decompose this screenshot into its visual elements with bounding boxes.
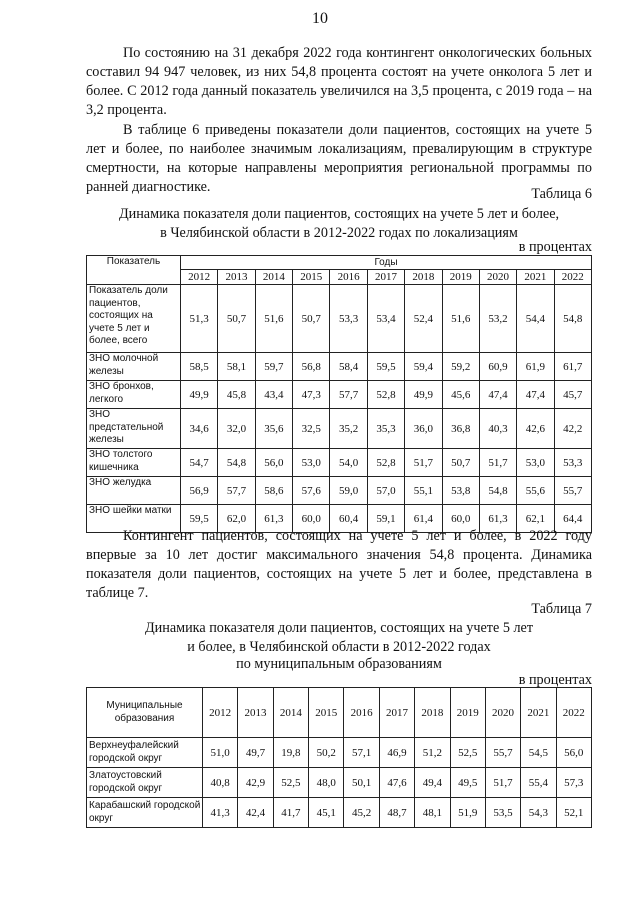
table-row [87,353,592,381]
table7-title-line1: Динамика показателя доли пациентов, состоящих на учете 5 лет [144,620,534,636]
table-cell: 51,7 [479,449,516,477]
table-cell: 46,9 [379,738,414,768]
table-cell: 53,4 [367,285,404,353]
table-cell: 51,7 [485,768,520,798]
table-row [87,768,592,798]
table-cell: 45,6 [442,381,479,409]
table-cell: 35,2 [330,409,367,449]
table-cell: 53,3 [330,285,367,353]
table-cell: 49,9 [405,381,442,409]
table-cell: 52,8 [367,449,404,477]
table-cell: 57,7 [330,381,367,409]
table-cell: 53,5 [485,798,520,828]
table-cell: 60,0 [442,505,479,533]
paragraph-contingent: По состоянию на 31 декабря 2022 года контингент онкологических больных составил 94 947 человек, из них 54,8 процента состоят на учете онколога 5 лет и более. С 2012 года данный показатель увеличился на 3,5 процента, с 2019 года – на 3,2 процента. [86,45,592,118]
table7-title-line3: по муниципальным образованиям [236,656,442,672]
table-cell: 32,5 [293,409,330,449]
table-cell: 53,2 [479,285,516,353]
table7-year-header: 2018 [415,688,450,738]
table6-year-header: 2013 [218,270,255,285]
table6-year-header: 2016 [330,270,367,285]
table-cell: 58,1 [218,353,255,381]
table-cell: 55,4 [521,768,556,798]
table-row [87,449,592,477]
table6-year-header: 2015 [293,270,330,285]
table-cell: 55,1 [405,477,442,505]
table-cell: 47,3 [293,381,330,409]
paragraph-table7-intro: Контингент пациентов, состоящих на учете 5 лет и более, в 2022 году впервые за 10 лет достиг максимального значения 54,8 процента. Динамика показателя доли пациентов, состоящих на учете 5 лет и более, представлена в таблице 7. [86,528,592,601]
table-cell: 47,4 [479,381,516,409]
table-cell: 59,2 [442,353,479,381]
table-cell: 59,0 [330,477,367,505]
table-cell: 50,2 [309,738,344,768]
table7-year-header: 2013 [238,688,273,738]
table-cell: 59,5 [367,353,404,381]
table-cell: 54,7 [181,449,218,477]
table-cell: 42,9 [238,768,273,798]
table-cell: 51,6 [442,285,479,353]
table-row [87,381,592,409]
table7-year-header: 2021 [521,688,556,738]
table-cell: 54,8 [554,285,591,353]
table-cell: 56,0 [556,738,591,768]
table-cell: 52,5 [273,768,308,798]
table-cell: 57,6 [293,477,330,505]
table-cell: 45,8 [218,381,255,409]
table-cell: 50,7 [442,449,479,477]
table7-header-municipality: Муниципальные образования [87,688,203,738]
table-cell: 57,1 [344,738,379,768]
table-cell: 51,3 [181,285,218,353]
table-row [87,798,592,828]
table-cell: 49,7 [238,738,273,768]
table-cell: 45,7 [554,381,591,409]
table7-year-header: 2019 [450,688,485,738]
row-label: Верхнеуфалейский городской округ [87,738,203,768]
table-cell: 42,6 [517,409,554,449]
table-cell: 48,1 [415,798,450,828]
table-cell: 54,4 [517,285,554,353]
table7-year-header: 2016 [344,688,379,738]
table6-header-years: Годы [181,256,592,270]
table6-units: в процентах [518,239,592,255]
table-cell: 56,9 [181,477,218,505]
table7-year-header: 2012 [203,688,238,738]
table-row [87,738,592,768]
table-cell: 54,8 [218,449,255,477]
table7-year-header: 2020 [485,688,520,738]
table-cell: 54,8 [479,477,516,505]
table-cell: 48,0 [309,768,344,798]
table-cell: 59,7 [255,353,292,381]
table-cell: 58,4 [330,353,367,381]
table7-year-header: 2022 [556,688,591,738]
table6 [86,255,592,533]
table-cell: 34,6 [181,409,218,449]
table7-title-line2: и более, в Челябинской области в 2012-2022 годах [187,639,491,655]
table7-year-header: 2017 [379,688,414,738]
table-cell: 58,5 [181,353,218,381]
table-cell: 40,3 [479,409,516,449]
table-cell: 45,2 [344,798,379,828]
table7-year-header: 2014 [273,688,308,738]
table-cell: 56,8 [293,353,330,381]
table7-year-header: 2015 [309,688,344,738]
table-cell: 61,7 [554,353,591,381]
table-cell: 53,0 [293,449,330,477]
table-cell: 52,1 [556,798,591,828]
table-cell: 19,8 [273,738,308,768]
table-cell: 54,0 [330,449,367,477]
table-cell: 41,7 [273,798,308,828]
table7-units: в процентах [518,672,592,688]
table-cell: 50,1 [344,768,379,798]
table6-year-header: 2014 [255,270,292,285]
table6-label: Таблица 6 [531,186,592,202]
table-cell: 42,2 [554,409,591,449]
table-cell: 50,7 [293,285,330,353]
table-cell: 49,9 [181,381,218,409]
table6-year-header: 2012 [181,270,218,285]
table6-year-header: 2018 [405,270,442,285]
page-number: 10 [312,10,328,27]
table-row [87,285,592,353]
table6-title-line2: в Челябинской области в 2012-2022 годах по локализациям [160,225,518,241]
table-cell: 59,5 [181,505,218,533]
table-cell: 53,0 [517,449,554,477]
table-cell: 61,3 [479,505,516,533]
table-cell: 60,4 [330,505,367,533]
table-cell: 49,4 [415,768,450,798]
table6-title-line1: Динамика показателя доли пациентов, состоящих на учете 5 лет и более, [118,206,560,222]
table-cell: 43,4 [255,381,292,409]
table-cell: 55,7 [554,477,591,505]
table-cell: 53,8 [442,477,479,505]
table-cell: 52,5 [450,738,485,768]
table-row [87,409,592,449]
table-cell: 62,0 [218,505,255,533]
row-label: ЗНО молочной железы [87,353,181,381]
table-cell: 41,3 [203,798,238,828]
table-cell: 32,0 [218,409,255,449]
table-cell: 36,8 [442,409,479,449]
table-cell: 47,4 [517,381,554,409]
paragraph-table6-intro: В таблице 6 приведены показатели доли пациентов, состоящих на учете 5 лет и более, по наиболее значимым локализациям, превалирующим в структуре смертности, на которые направлены мероприятия региональной программы по ранней диагностике. [86,122,592,195]
table-cell: 59,1 [367,505,404,533]
row-label: ЗНО бронхов, легкого [87,381,181,409]
table-cell: 51,2 [415,738,450,768]
table-cell: 54,5 [521,738,556,768]
table6-year-header: 2020 [479,270,516,285]
table-cell: 61,9 [517,353,554,381]
table-cell: 64,4 [554,505,591,533]
table-cell: 55,6 [517,477,554,505]
table-cell: 52,8 [367,381,404,409]
table-cell: 60,9 [479,353,516,381]
table-cell: 62,1 [517,505,554,533]
table-cell: 47,6 [379,768,414,798]
table6-year-header: 2017 [367,270,404,285]
table-cell: 53,3 [554,449,591,477]
row-label: ЗНО желудка [87,477,181,505]
table-cell: 61,3 [255,505,292,533]
table-cell: 51,9 [450,798,485,828]
row-label: ЗНО предстательной железы [87,409,181,449]
table-cell: 60,0 [293,505,330,533]
table-cell: 51,6 [255,285,292,353]
table7-label: Таблица 7 [531,601,592,617]
table-cell: 55,7 [485,738,520,768]
row-label: ЗНО толстого кишечника [87,449,181,477]
table-row [87,477,592,505]
table-cell: 35,3 [367,409,404,449]
row-label: Златоустовский городской округ [87,768,203,798]
table-cell: 57,0 [367,477,404,505]
table-cell: 50,7 [218,285,255,353]
table-cell: 42,4 [238,798,273,828]
table-cell: 51,7 [405,449,442,477]
table-cell: 48,7 [379,798,414,828]
table-cell: 51,0 [203,738,238,768]
table-cell: 40,8 [203,768,238,798]
table6-year-header: 2019 [442,270,479,285]
table-cell: 59,4 [405,353,442,381]
row-label: ЗНО шейки матки [87,505,181,533]
table-cell: 52,4 [405,285,442,353]
table-cell: 57,7 [218,477,255,505]
table-cell: 49,5 [450,768,485,798]
table6-year-header: 2022 [554,270,591,285]
row-label: Карабашский городской округ [87,798,203,828]
table-cell: 57,3 [556,768,591,798]
table6-header-indicator: Показатель [87,256,181,285]
table7-header-row [87,688,592,738]
table7 [86,687,592,828]
table-cell: 56,0 [255,449,292,477]
row-label: Показатель доли пациентов, состоящих на учете 5 лет и более, всего [87,285,181,353]
table-cell: 36,0 [405,409,442,449]
table6-year-header: 2021 [517,270,554,285]
table-cell: 45,1 [309,798,344,828]
table-cell: 35,6 [255,409,292,449]
table-cell: 58,6 [255,477,292,505]
table-cell: 54,3 [521,798,556,828]
table-cell: 61,4 [405,505,442,533]
